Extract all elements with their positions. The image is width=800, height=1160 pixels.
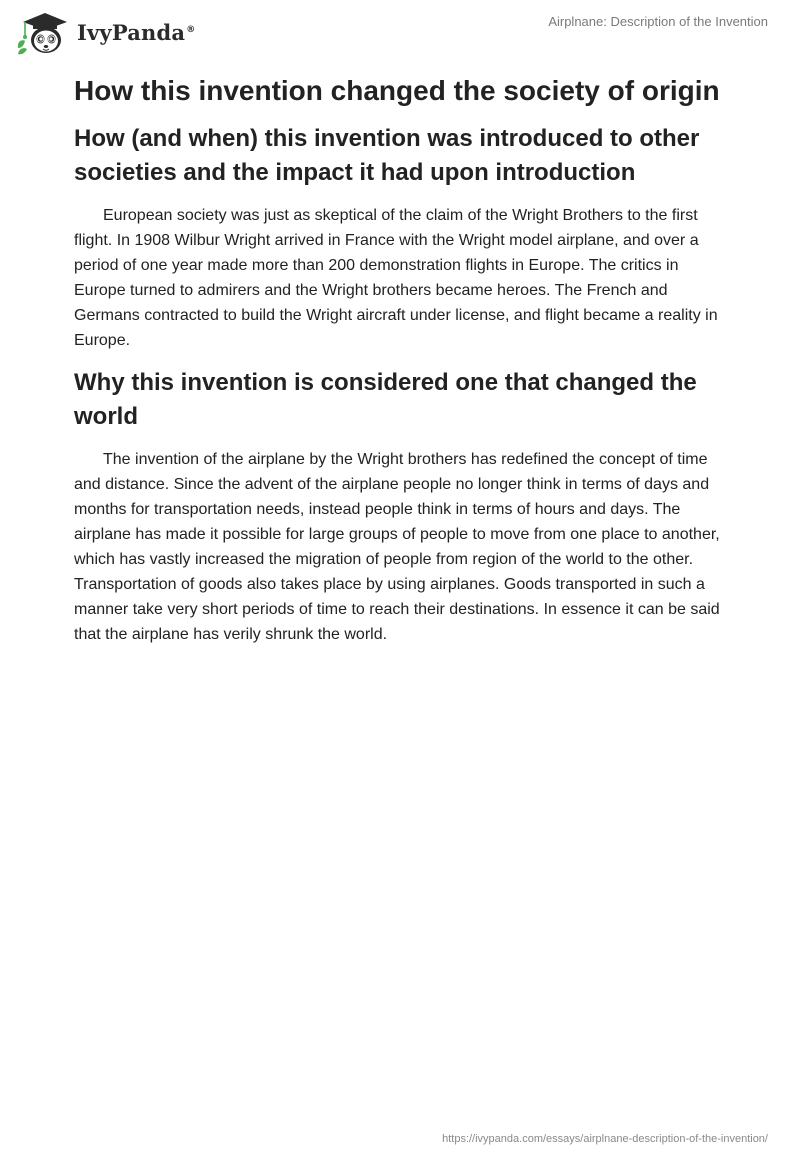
heading-introduction-to-other-societies: How (and when) this invention was introduced to other societies and the impact it had upon introduction [74, 125, 700, 186]
document-title: Airplnane: Description of the Invention [548, 14, 768, 29]
brand-name: IvyPanda® [77, 19, 196, 45]
page-header [0, 0, 800, 60]
panda-graduate-icon [15, 8, 73, 56]
heading-society-of-origin: How this invention changed the society of origin [74, 75, 720, 106]
ivypanda-logo[interactable] [15, 8, 195, 56]
paragraph-world-impact: The invention of the airplane by the Wright brothers has redefined the concept of time and distance. Since the advent of the airplane people no longer think in terms of days and months for transportation needs, instead people think in terms of hours and days. The airplane has made it possible for large groups of people to move from one place to another, which has vastly increased the migration of people from region of the world to the other. Transportation of goods also takes place by using airplanes. Goods transported in such a manner take very short periods of time to reach their destinations. In essence it can be said that the airplane has verily shrunk the world. [74, 451, 720, 643]
paragraph-european-reception: European society was just as skeptical of the claim of the Wright Brothers to the first flight. In 1908 Wilbur Wright arrived in France with the Wright model airplane, and over a period of one year made more than 200 demonstration flights in Europe. The critics in Europe turned to admirers and the Wright brothers became heroes. The French and Germans contracted to build the Wright aircraft under license, and flight became a reality in Europe. [74, 207, 718, 349]
registered-mark: ® [186, 24, 196, 35]
source-url[interactable]: https://ivypanda.com/essays/airplnane-description-of-the-invention/ [442, 1133, 768, 1145]
article-body [74, 72, 726, 660]
heading-changed-the-world: Why this invention is considered one that changed the world [74, 369, 697, 430]
